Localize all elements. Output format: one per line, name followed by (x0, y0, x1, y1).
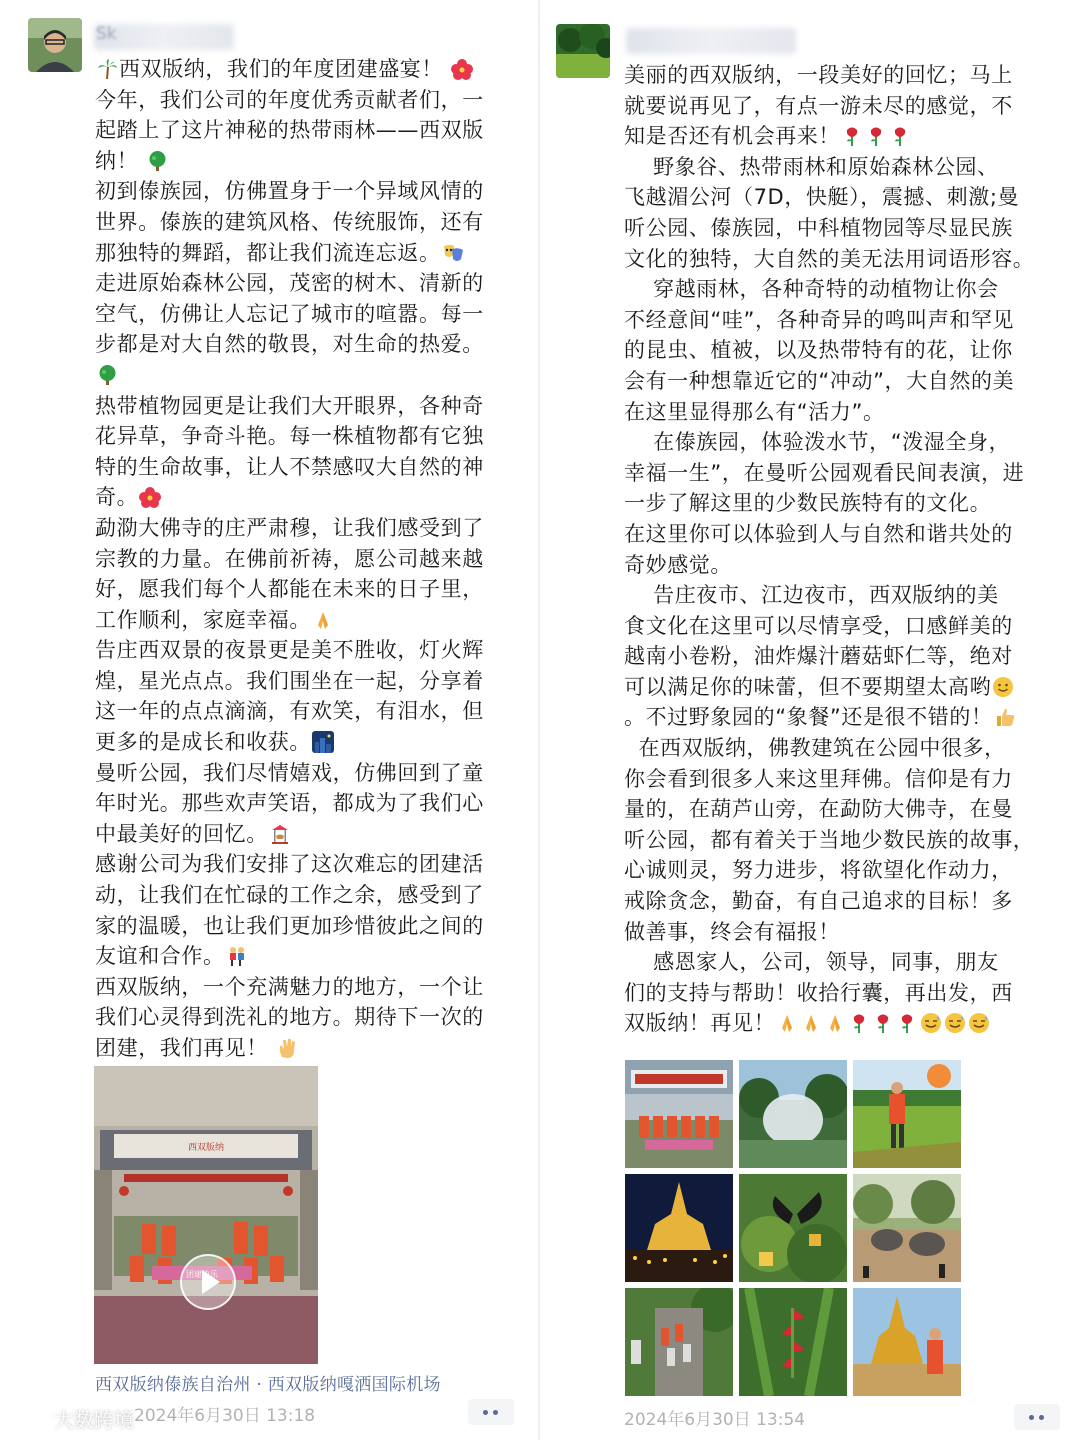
text-segment: 好，愿我们每个人都能在未来的日子里， (95, 577, 484, 602)
text-line (95, 666, 515, 697)
text-line (624, 794, 1059, 825)
text-line (624, 60, 1059, 91)
text-segment: 告庄夜市、江边夜市，西双版纳的美 (624, 583, 999, 608)
watermark (10, 1404, 134, 1433)
text-segment: 中最美好的回忆。 (95, 821, 268, 846)
text-line (95, 176, 515, 207)
text-segment: 团建，我们再见！ (95, 1036, 276, 1060)
text-segment: 世界。傣族的建筑风格、传统服饰，还有 (95, 209, 484, 234)
text-line (95, 911, 515, 942)
watermark-logo-icon (10, 1405, 50, 1433)
text-line (95, 696, 515, 727)
text-segment: 在西双版纳，佛教建筑在公园中很多， (624, 736, 1006, 761)
play-icon[interactable] (180, 1254, 236, 1310)
masks-icon (442, 242, 464, 264)
text-line (624, 580, 1059, 611)
post-text (95, 54, 515, 1064)
text-line (624, 947, 1059, 978)
text-line (95, 880, 515, 911)
text-segment: 动，让我们在忙碌的工作之余，感受到了 (95, 883, 484, 908)
text-segment: 起踏上了这片神秘的热带雨林——西双版 (95, 118, 484, 143)
text-segment: 穿越雨林，各种奇特的动植物让你会 (624, 277, 999, 302)
text-segment: 我们心灵得到洗礼的地方。期待下一次的 (95, 1005, 484, 1030)
text-line (624, 213, 1059, 244)
photo-fountain-in-forest[interactable] (739, 1060, 847, 1168)
photo-elephant-show[interactable] (853, 1174, 961, 1282)
couple-icon (226, 945, 248, 967)
tree-icon (146, 150, 168, 172)
text-line (95, 238, 515, 269)
photo-group-on-stairs[interactable] (625, 1288, 733, 1396)
sweat-smile-icon (920, 1012, 942, 1034)
text-line (624, 182, 1059, 213)
text-segment: 特的生命故事，让人不禁感叹大自然的神 (95, 454, 484, 479)
post-text (624, 60, 1059, 1039)
rose-icon (848, 1012, 870, 1034)
text-line (624, 1008, 1059, 1039)
text-segment: 在傣族园，体验泼水节，“泼湿全身， (624, 430, 1011, 455)
text-line (95, 115, 515, 146)
text-segment: 奇。 (95, 485, 139, 510)
text-segment: 西双版纳，我们的年度团建盛宴！ (119, 57, 451, 81)
text-line (95, 54, 515, 85)
text-line (95, 207, 515, 238)
text-line (624, 855, 1059, 886)
rose-icon (889, 125, 911, 147)
text-line (95, 421, 515, 452)
photo-golden-pagoda[interactable] (853, 1288, 961, 1396)
text-line (624, 641, 1059, 672)
text-segment: 食文化在这里可以尽情享受，口感鲜美的 (624, 613, 1013, 638)
text-segment: 感谢公司为我们安排了这次难忘的团建活 (95, 852, 484, 877)
text-line (624, 397, 1059, 428)
text-segment: 初到傣族园，仿佛置身于一个异域风情的 (95, 179, 484, 204)
more-options-button[interactable] (468, 1399, 514, 1425)
photo-temple-at-night[interactable] (625, 1174, 733, 1282)
moments-post-right (540, 0, 1080, 1440)
text-line (95, 544, 515, 575)
text-segment: 可以满足你的味蕾，但不要期望太高哟 (624, 674, 992, 699)
text-line (624, 978, 1059, 1009)
text-line (95, 605, 515, 636)
text-line (95, 1002, 515, 1033)
text-segment: 一步了解这里的少数民族特有的文化。 (624, 491, 992, 516)
text-segment: 步都是对大自然的敬畏，对生命的热爱。 (95, 332, 484, 357)
text-line (95, 574, 515, 605)
smile-icon (992, 676, 1014, 698)
text-line (95, 635, 515, 666)
text-segment: 西双版纳，一个充满魅力的地方，一个让 (95, 974, 484, 999)
post-timestamp: 2024年6月30日 13:54 (624, 1410, 806, 1430)
text-segment: 听公园、傣族园，中科植物园等尽显民族 (624, 215, 1013, 240)
text-line (624, 152, 1059, 183)
text-segment: 这一年的点点滴滴，有欢笑，有泪水，但 (95, 699, 484, 724)
text-segment: 做善事，终会有福报！ (624, 919, 840, 944)
text-segment: 在这里你可以体验到人与自然和谐共处的 (624, 521, 1013, 546)
text-segment: 越南小卷粉，油炸爆汁蘑菇虾仁等，绝对 (624, 644, 1013, 669)
pray-icon (800, 1012, 822, 1034)
pray-icon (824, 1012, 846, 1034)
text-line (624, 702, 1059, 733)
text-line (95, 452, 515, 483)
text-line (95, 513, 515, 544)
text-line (624, 458, 1059, 489)
text-line (95, 849, 515, 880)
text-line (624, 335, 1059, 366)
text-segment: 更多的是成长和收获。 (95, 730, 311, 755)
video-frame (94, 1066, 318, 1364)
text-line (624, 121, 1059, 152)
photo-person-on-lawn[interactable] (853, 1060, 961, 1168)
text-segment: 年时光。那些欢声笑语，都成为了我们心 (95, 791, 484, 816)
text-line (95, 146, 515, 177)
text-line (624, 305, 1059, 336)
text-line (95, 299, 515, 330)
text-line (95, 788, 515, 819)
username-hint[interactable]: Sk (96, 24, 117, 44)
text-segment: 文化的独特，大自然的美无法用词语形容。 (624, 246, 1035, 271)
tree-icon (96, 364, 118, 386)
text-segment: 不经意间“哇”，各种奇异的鸣叫声和罕见 (624, 307, 1015, 332)
text-line (95, 268, 515, 299)
text-segment: 美丽的西双版纳，一段美好的回忆；马上 (624, 63, 1013, 87)
text-segment: 宗教的力量。在佛前祈祷，愿公司越来越 (95, 546, 484, 571)
avatar[interactable] (28, 18, 82, 72)
text-segment: 家的温暖，也让我们更加珍惜彼此之间的 (95, 913, 484, 938)
rose-icon (841, 125, 863, 147)
text-line (624, 244, 1059, 275)
text-line (95, 360, 515, 391)
text-segment: 幸福一生”，在曼听公园观看民间表演，进 (624, 460, 1025, 485)
avatar[interactable] (556, 24, 610, 78)
hibiscus-icon (451, 58, 473, 80)
text-line (95, 941, 515, 972)
text-line (624, 672, 1059, 703)
text-segment: 就要说再见了，有点一游未尽的感觉，不 (624, 93, 1013, 118)
text-line (95, 972, 515, 1003)
text-line (624, 91, 1059, 122)
text-line (624, 733, 1059, 764)
text-segment: 心诚则灵，努力进步，将欲望化作动力， (624, 858, 1013, 883)
text-line (624, 550, 1059, 581)
text-segment: 们的支持与帮助！收拾行囊，再出发，西 (624, 980, 1013, 1005)
text-line (624, 274, 1059, 305)
photo-heliconia-flowers[interactable] (739, 1288, 847, 1396)
text-line (95, 329, 515, 360)
photo-grid (625, 1060, 961, 1396)
text-segment: 听公园，都有着关于当地少数民族的故事， (624, 827, 1035, 852)
text-line (624, 611, 1059, 642)
text-segment: 走进原始森林公园，茂密的树木、清新的 (95, 271, 484, 296)
text-segment: 友谊和合作。 (95, 944, 225, 969)
text-segment: 今年，我们公司的年度优秀贡献者们，一 (95, 87, 484, 112)
group-banner: 团建快乐 (186, 1270, 218, 1279)
rose-icon (896, 1012, 918, 1034)
text-line (624, 917, 1059, 948)
text-line (624, 519, 1059, 550)
blurred-username (626, 28, 796, 54)
night-city-icon (312, 731, 334, 753)
text-line (95, 482, 515, 513)
text-segment: 在这里显得那么有“活力”。 (624, 399, 885, 424)
text-line (624, 488, 1059, 519)
sweat-smile-icon (944, 1012, 966, 1034)
text-line (95, 391, 515, 422)
text-line (624, 825, 1059, 856)
text-segment: 空气，仿佛让人忘记了城市的喧嚣。每一 (95, 301, 484, 326)
text-segment: 花异草，争奇斗艳。每一株植物都有它独 (95, 424, 484, 449)
text-segment: 感恩家人，公司，领导，同事，朋友 (624, 950, 999, 975)
text-line (624, 886, 1059, 917)
thumbs-up-icon (994, 706, 1016, 728)
text-segment: 飞越湄公河（7D，快艇），震撼、刺激;曼 (624, 185, 1020, 210)
rose-icon (865, 125, 887, 147)
text-segment: 曼听公园，我们尽情嬉戏，仿佛回到了童 (95, 760, 484, 785)
text-segment: 热带植物园更是让我们大开眼界，各种奇 (95, 393, 484, 418)
more-options-button[interactable] (1014, 1404, 1060, 1430)
text-line (95, 1033, 515, 1064)
text-segment: 那独特的舞蹈，都让我们流连忘返。 (95, 240, 441, 265)
text-segment: 会有一种想靠近它的“冲动”，大自然的美 (624, 368, 1015, 393)
post-timestamp: 2024年6月30日 13:18 (134, 1406, 316, 1426)
wave-icon (276, 1037, 298, 1059)
text-segment: 量的，在葫芦山旁，在勐防大佛寺，在曼 (624, 797, 1013, 822)
text-segment: 纳！ (95, 148, 146, 173)
text-segment: 工作顺利，家庭幸福。 (95, 607, 311, 632)
text-segment: 的昆虫、植被，以及热带特有的花，让你 (624, 338, 1013, 363)
text-segment: 戒除贪念，勤奋，有自己追求的目标！多 (624, 889, 1013, 914)
rose-icon (872, 1012, 894, 1034)
text-segment: 。不过野象园的“象餐”还是很不错的！ (624, 705, 993, 730)
text-segment: 勐泐大佛寺的庄严肃穆，让我们感受到了 (95, 515, 484, 540)
pray-icon (776, 1012, 798, 1034)
sweat-smile-icon (968, 1012, 990, 1034)
photo-group-photo-at-gate[interactable] (625, 1060, 733, 1168)
text-segment: 知是否还有机会再来！ (624, 124, 840, 149)
text-segment: 告庄西双景的夜景更是美不胜收，灯火辉 (95, 638, 484, 663)
location-link[interactable]: 西双版纳傣族自治州 · 西双版纳嘎洒国际机场 (95, 1375, 441, 1395)
text-line (624, 366, 1059, 397)
text-segment: 你会看到很多人来这里拜佛。信仰是有力 (624, 766, 1013, 791)
text-line (624, 764, 1059, 795)
hibiscus-icon (139, 486, 161, 508)
carousel-icon (269, 823, 291, 845)
video-thumbnail[interactable] (94, 1066, 318, 1364)
text-line (95, 819, 515, 850)
palm-icon (96, 58, 118, 80)
text-segment: 双版纳！再见！ (624, 1011, 776, 1036)
text-segment: 野象谷、热带雨林和原始森林公园、 (624, 154, 999, 179)
gate-sign: 西双版纳 (187, 1143, 225, 1153)
pray-icon (312, 609, 334, 631)
text-segment: 煌，星光点点。我们围坐在一起，分享着 (95, 668, 484, 693)
text-line (95, 85, 515, 116)
text-line (95, 758, 515, 789)
text-segment: 奇妙感觉。 (624, 552, 732, 577)
photo-butterfly-garden[interactable] (739, 1174, 847, 1282)
text-line (95, 727, 515, 758)
text-line (624, 427, 1059, 458)
watermark-text: 大数跨境 (54, 1408, 134, 1432)
